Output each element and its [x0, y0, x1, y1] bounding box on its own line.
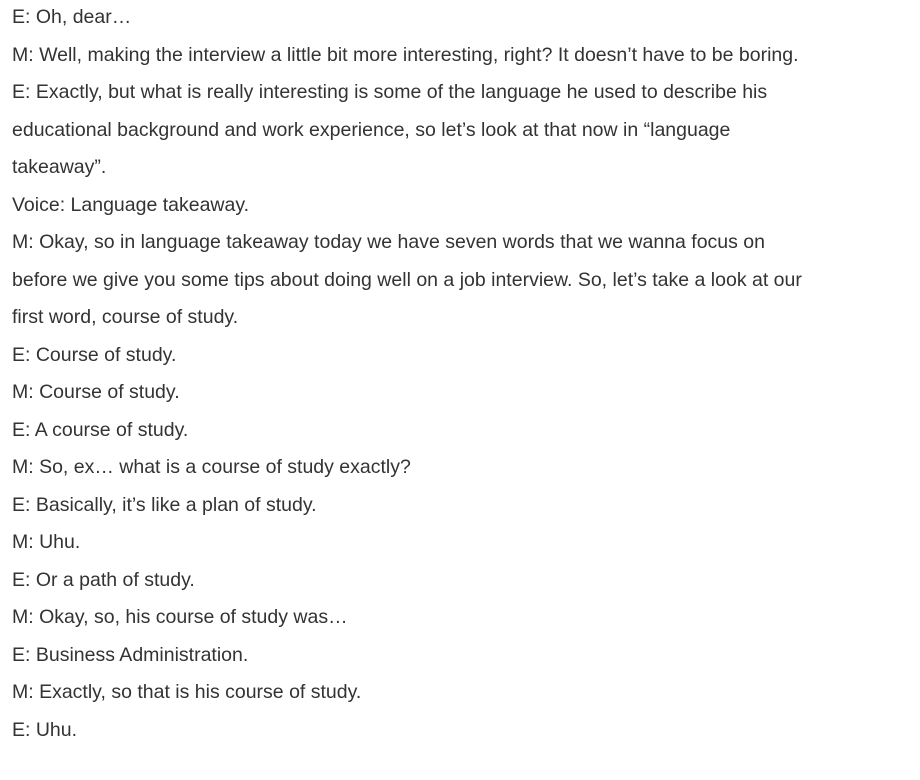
dialogue-line: M: Uhu.	[12, 531, 81, 553]
dialogue-line: E: Or a path of study.	[12, 568, 195, 591]
dialogue-line: E: Course of study.	[12, 343, 177, 366]
dialogue-line: E: Basically, it’s like a plan of study.	[12, 493, 317, 516]
dialogue-line: E: Oh, dear…	[12, 6, 132, 28]
dialogue-line: M: Okay, so, his course of study was…	[12, 606, 348, 628]
dialogue-line: E: Exactly, but what is really interesting is some of the language he used to describe his educational background and work experience, so let’s look at that now in “language takeaway”.	[12, 81, 768, 178]
dialogue-line: E: Business Administration.	[12, 643, 249, 666]
dialogue-line: M: Well, making the interview a little bit more interesting, right? It doesn’t have to be boring.	[12, 43, 799, 66]
dialogue-line: Voice: Language takeaway.	[12, 193, 250, 216]
dialogue-line: M: Exactly, so that is his course of study.	[12, 681, 362, 703]
dialogue-line: M: Okay, so in language takeaway today we have seven words that we wanna focus on before we give you some tips about doing well on a job interview. So, let’s take a look at our first word, course of study.	[12, 231, 802, 328]
dialogue-line: M: So, ex… what is a course of study exactly?	[12, 456, 411, 478]
dialogue-line: E: A course of study.	[12, 418, 189, 441]
dialogue-line: E: Uhu.	[12, 718, 78, 741]
dialogue-line: M: Course of study.	[12, 381, 180, 403]
